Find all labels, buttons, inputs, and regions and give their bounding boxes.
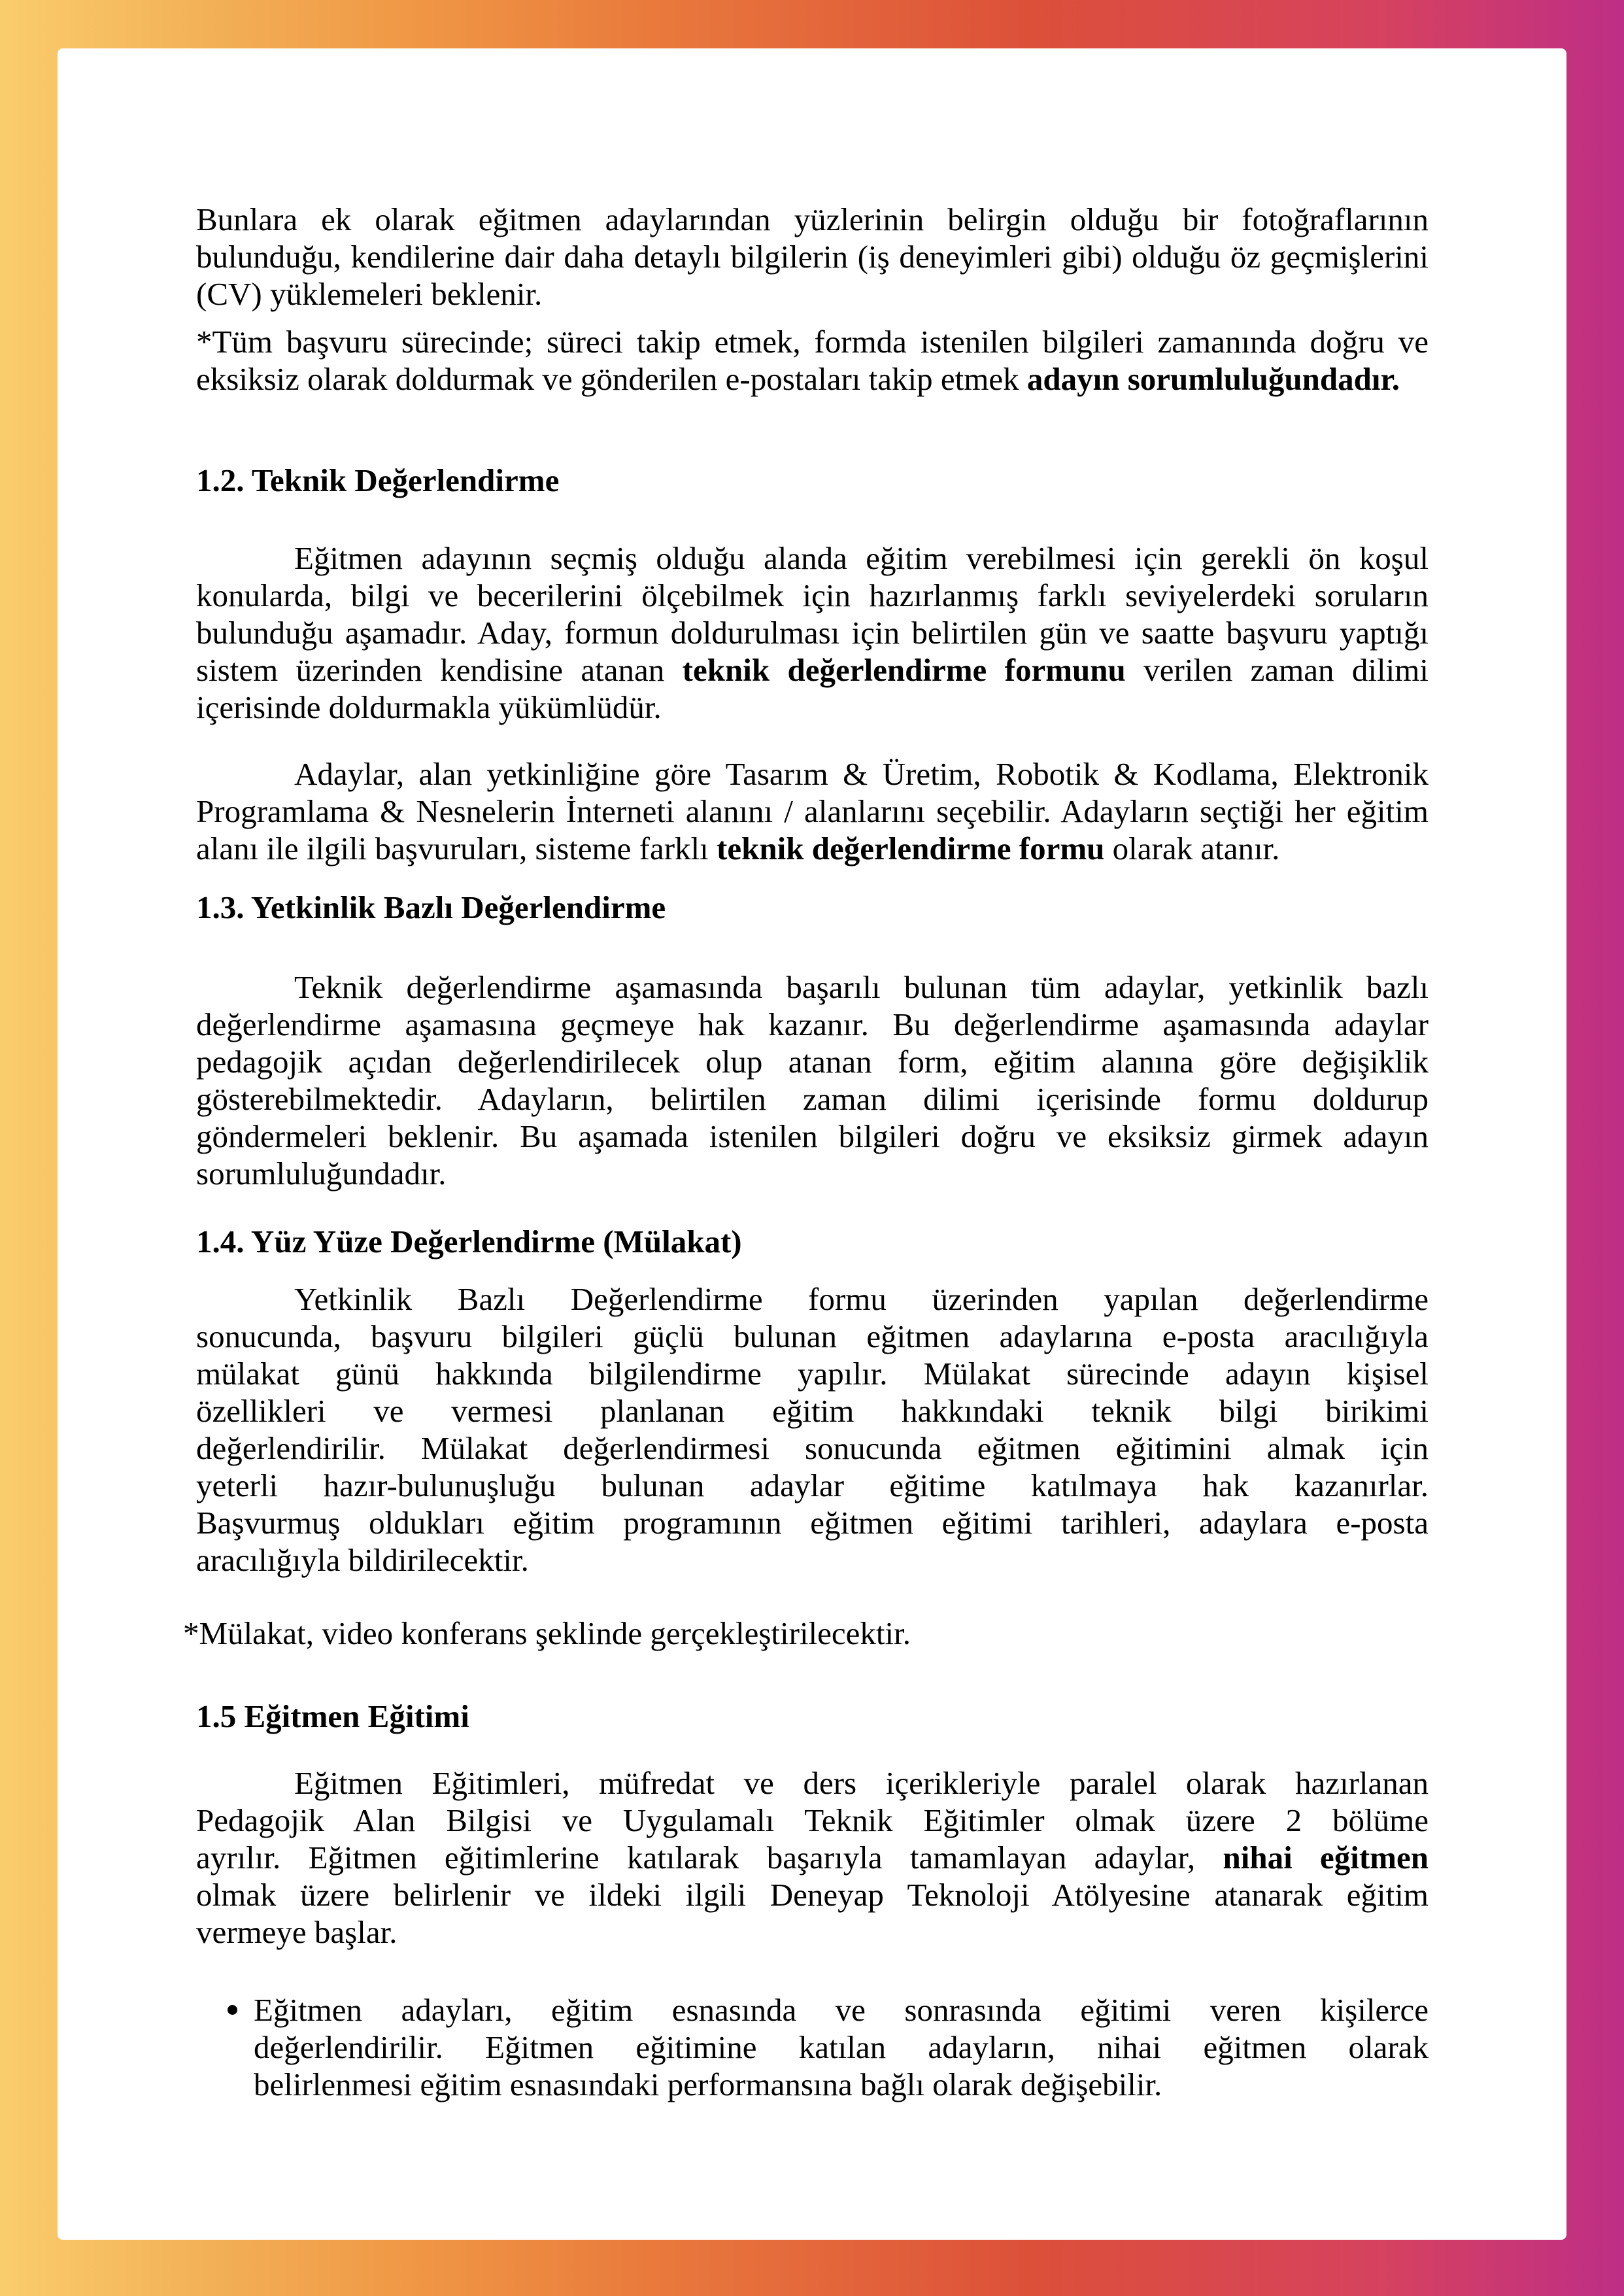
text-line: mülakat günü hakkında bilgilendirme yapılır. Mülakat sürecinde adayın kişisel bbox=[196, 1356, 1429, 1392]
text-line: Adaylar, alan yetkinliğine göre Tasarım & Üretim, Robotik & Kodlama, Elektronik bbox=[294, 756, 1429, 792]
text-line: olmak üzere belirlenir ve ildeki ilgili Deneyap Teknoloji Atölyesine atanarak eğitim bbox=[196, 1877, 1429, 1913]
p-note-mulakat bbox=[183, 1615, 1429, 1652]
document-content bbox=[183, 201, 1429, 2103]
p-1-4-body bbox=[196, 1280, 1429, 1579]
text-line: Yetkinlik Bazlı Değerlendirme formu üzerinden yapılan değerlendirme bbox=[294, 1281, 1429, 1317]
text-line: (CV) yüklemeleri beklenir. bbox=[196, 276, 543, 312]
text-line: ayrılır. Eğitmen eğitimlerine katılarak başarıyla tamamlayan adaylar, nihai eğitmen bbox=[196, 1840, 1429, 1876]
text-line: göndermeleri beklenir. Bu aşamada istenilen bilgileri doğru ve eksiksiz girmek adayın bbox=[196, 1118, 1429, 1154]
p-1-2-adaylar bbox=[196, 755, 1429, 867]
text-line: belirlenmesi eğitim esnasındaki performansına bağlı olarak değişebilir. bbox=[254, 2066, 1162, 2102]
text-line: değerlendirme aşamasına geçmeye hak kazanır. Bu değerlendirme aşamasında adaylar bbox=[196, 1006, 1429, 1042]
document-page bbox=[58, 48, 1566, 2240]
h-1-2: 1.2. Teknik Değerlendirme bbox=[196, 462, 560, 498]
p-note-basvuru bbox=[196, 323, 1429, 398]
text-line: konularda, bilgi ve becerilerini ölçebilmek için hazırlanmış farklı seviyelerdeki soruların bbox=[196, 577, 1429, 613]
p-intro bbox=[196, 201, 1429, 313]
text-line: içerisinde doldurmakla yükümlüdür. bbox=[196, 689, 662, 725]
text-line: vermeye başlar. bbox=[196, 1914, 398, 1950]
text-line: bulunduğu, kendilerine dair daha detaylı bilgilerin (iş deneyimleri gibi) olduğu öz geçmişlerini bbox=[196, 239, 1429, 275]
text-line: sistem üzerinden kendisine atanan teknik değerlendirme formunu verilen zaman dilimi bbox=[196, 652, 1429, 688]
text-line: sonucunda, başvuru bilgileri güçlü bulunan eğitmen adaylarına e-posta aracılığıyla bbox=[196, 1318, 1429, 1354]
text-line: değerlendirilir. Eğitmen eğitimine katılan adayların, nihai eğitmen olarak bbox=[254, 2029, 1429, 2065]
h-1-5: 1.5 Eğitmen Eğitimi bbox=[196, 1698, 469, 1734]
text-line: pedagojik açıdan değerlendirilecek olup atanan form, eğitim alanına göre değişiklik bbox=[196, 1044, 1429, 1080]
h-1-4: 1.4. Yüz Yüze Değerlendirme (Mülakat) bbox=[196, 1224, 742, 1259]
text-line: gösterebilmektedir. Adayların, belirtilen zaman dilimi içerisinde formu doldurup bbox=[196, 1081, 1429, 1117]
text-line: Eğitmen Eğitimleri, müfredat ve ders içerikleriyle paralel olarak hazırlanan bbox=[294, 1765, 1429, 1801]
text-line: yeterli hazır-bulunuşluğu bulunan adaylar eğitime katılmaya hak kazanırlar. bbox=[196, 1467, 1429, 1503]
text-line: Programlama & Nesnelerin İnterneti alanını / alanlarını seçebilir. Adayların seçtiği her eğitim bbox=[196, 793, 1429, 829]
text-line: alanı ile ilgili başvuruları, sisteme farklı teknik değerlendirme formu olarak atanır. bbox=[196, 831, 1280, 866]
text-line: değerlendirilir. Mülakat değerlendirmesi sonucunda eğitmen eğitimini almak için bbox=[196, 1430, 1429, 1466]
text-line: Başvurmuş oldukları eğitim programının eğitmen eğitimi tarihleri, adaylara e-posta bbox=[196, 1505, 1429, 1541]
h-1-3: 1.3. Yetkinlik Bazlı Değerlendirme bbox=[196, 889, 666, 925]
p-1-2-body bbox=[196, 540, 1429, 726]
text-line: Pedagojik Alan Bilgisi ve Uygulamalı Teknik Eğitimler olmak üzere 2 bölüme bbox=[196, 1802, 1429, 1838]
p-1-3-body bbox=[196, 968, 1429, 1192]
text-line: Eğitmen adayının seçmiş olduğu alanda eğitim verebilmesi için gerekli ön koşul bbox=[294, 540, 1429, 576]
text-line: *Mülakat, video konferans şeklinde gerçekleştirilecektir. bbox=[183, 1615, 911, 1651]
text-line: aracılığıyla bildirilecektir. bbox=[196, 1542, 529, 1578]
text-line: özellikleri ve vermesi planlanan eğitim hakkındaki teknik bilgi birikimi bbox=[196, 1393, 1429, 1429]
text-line: Bunlara ek olarak eğitmen adaylarından yüzlerinin belirgin olduğu bir fotoğraflarının bbox=[196, 201, 1429, 237]
text-line: sorumluluğundadır. bbox=[196, 1156, 447, 1191]
text-line: eksiksiz olarak doldurmak ve gönderilen e-postaları takip etmek adayın sorumluluğundadır. bbox=[196, 361, 1400, 397]
text-line: *Tüm başvuru sürecinde; süreci takip etmek, formda istenilen bilgileri zamanında doğru ve bbox=[196, 324, 1429, 360]
bullet-egitmen-adaylari bbox=[254, 1991, 1429, 2103]
text-line: bulunduğu aşamadır. Aday, formun doldurulması için belirtilen gün ve saatte başvuru yaptığı bbox=[196, 615, 1429, 651]
text-line: Teknik değerlendirme aşamasında başarılı bulunan tüm adaylar, yetkinlik bazlı bbox=[294, 969, 1429, 1005]
p-1-5-body bbox=[196, 1764, 1429, 1951]
text-line: Eğitmen adayları, eğitim esnasında ve sonrasında eğitimi veren kişilerce bbox=[254, 1992, 1429, 2028]
